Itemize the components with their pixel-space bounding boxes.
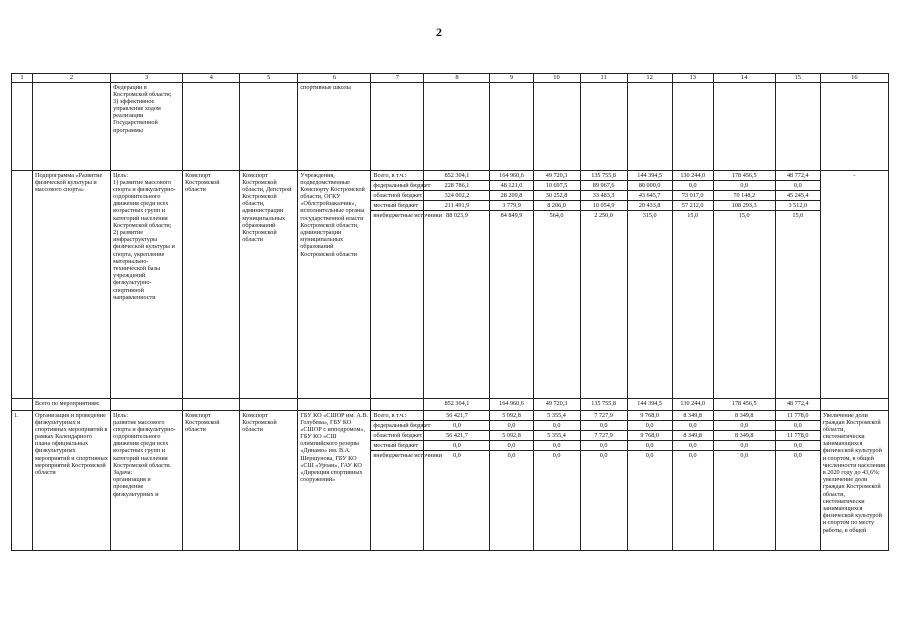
table-row-item: [12, 410, 889, 550]
funding-sources: [371, 410, 443, 550]
value: 130 244,0: [673, 171, 713, 181]
value: 0,0: [581, 421, 627, 431]
value: 0,0: [776, 421, 820, 431]
value: 15,0: [738, 212, 750, 220]
value: 178 456,5: [714, 171, 775, 181]
participants-cell: ГБУ КО «СШОР им. А.В. Голубева», ГБУ КО «СШОР с ипподромом», ГБУ КО «СШ олимпийского резерва «Динамо» им. В.А. Шершунова, ГБУ КО «СШ «Уроан», ГАУ КО «Дирекция спортивных сооружений»: [298, 410, 371, 550]
page-number: 2: [436, 25, 442, 39]
value: 73 017,0: [673, 191, 713, 201]
value: 80 000,0: [628, 181, 672, 191]
value: 144 394,5: [628, 171, 672, 181]
source-label: областной бюджет: [371, 191, 423, 201]
value: 0,0: [490, 421, 532, 431]
value: 0,0: [673, 441, 713, 451]
funding-column: [672, 410, 713, 550]
value: 10 054,9: [581, 201, 627, 211]
value: 0,0: [424, 421, 489, 431]
value: 0,0: [507, 452, 516, 460]
funding-column: [627, 170, 672, 398]
value: 0,0: [599, 452, 608, 460]
goal-cell: Федерации в Костромской области; 3) эффективное управление ходом реализации Государственной программы: [111, 82, 183, 170]
total-value: 48 772,4: [775, 398, 820, 410]
value: 5 092,8: [490, 411, 532, 421]
column-number: 10: [533, 74, 580, 83]
column-number: 16: [820, 74, 888, 83]
value: 8 349,8: [673, 411, 713, 421]
subprogram-name: Подпрограмма «Развитие физической культуры и массового спорта»: [33, 170, 111, 398]
value: 28 209,8: [490, 191, 532, 201]
value: 324 002,2: [424, 191, 489, 201]
value: 0,0: [673, 181, 713, 191]
value: 45 245,4: [776, 191, 820, 201]
value: 3 512,0: [776, 201, 820, 211]
value: 0,0: [534, 441, 580, 451]
value: 56 421,7: [424, 411, 489, 421]
value: 0,0: [645, 452, 654, 460]
funding-column: [580, 410, 627, 550]
value: 0,0: [688, 452, 697, 460]
funding-column: [533, 410, 580, 550]
funding-column: [580, 170, 627, 398]
value: 56 421,7: [424, 431, 489, 441]
column-number: 8: [424, 74, 490, 83]
value: 0,0: [628, 441, 672, 451]
value: 852 304,1: [424, 171, 489, 181]
value: 0,0: [453, 452, 461, 460]
column-number: 15: [775, 74, 820, 83]
value: 8 349,8: [714, 431, 775, 441]
funding-column: [713, 410, 775, 550]
value: 0,0: [776, 441, 820, 451]
coordinator-cell: Комспорт Костромской области: [183, 410, 240, 550]
value: 5 092,8: [490, 431, 532, 441]
value: 15,0: [687, 212, 699, 220]
value: 8 349,8: [673, 431, 713, 441]
value: 135 755,8: [581, 171, 627, 181]
value: 3 779,9: [490, 201, 532, 211]
value: 108 293,3: [714, 201, 775, 211]
goal-cell: Цель: 1) развитие массового спорта и физкультурно-оздоровительного движения среди всех возрастных групп и категорий населения Костромской области; 2) развитие инфраструктуры физической культуры и спорта, укрепление материально-технической базы учреждений физкультурно-спортивной направленности: [111, 170, 183, 398]
value: 0,0: [628, 421, 672, 431]
goal-cell: Цель: развитие массового спорта и физкультурно-оздоровительного движения среди всех возрастных групп и категорий населения Костромской области. Задача: организация и проведение физкультурных и: [111, 410, 183, 550]
value: 0,0: [793, 452, 802, 460]
table-row-total: [12, 398, 889, 410]
value: 43 645,7: [628, 191, 672, 201]
table-row-subprogram: [12, 170, 889, 398]
total-value: 164 960,6: [490, 398, 533, 410]
value: 33 483,3: [581, 191, 627, 201]
column-number: 6: [298, 74, 371, 83]
funding-column: [627, 410, 672, 550]
total-value: 852 304,1: [424, 398, 490, 410]
value: 11 778,0: [776, 411, 820, 421]
column-number: 7: [371, 74, 424, 83]
value: 564,0: [549, 212, 564, 220]
result-cell: Увеличение доли граждан Костромской области, систематически занимающихся физической культурой и спортом, в общей численности населения в 2020 году до 43,6%; увеличение доли граждан Костромской области, систематически занимающихся физической культурой и спортом по месту работы, в общей: [820, 410, 888, 550]
value: 0,0: [490, 441, 532, 451]
value: 315,0: [642, 212, 657, 220]
value: 0,0: [673, 421, 713, 431]
item-number: 1.: [12, 410, 33, 550]
value: 48 772,4: [776, 171, 820, 181]
value: 9 768,0: [628, 431, 672, 441]
source-label: Всего, в т.ч.:: [371, 411, 423, 421]
total-label: Всего по мероприятиям:: [33, 398, 111, 410]
value: 0,0: [714, 441, 775, 451]
funding-column: [533, 170, 580, 398]
source-label: областной бюджет: [371, 431, 423, 441]
executor-cell: Комспорт Костромской области: [240, 410, 298, 550]
source-label: федеральный бюджет: [371, 421, 423, 431]
column-number: 14: [713, 74, 775, 83]
source-label: внебюджетные источники: [373, 212, 443, 220]
total-value: 130 244,0: [672, 398, 713, 410]
column-number: 5: [240, 74, 298, 83]
value: 30 252,8: [534, 191, 580, 201]
value: 5 355,4: [534, 431, 580, 441]
funding-column: [490, 170, 533, 398]
value: 48 121,0: [490, 181, 532, 191]
value: 2 250,0: [594, 212, 613, 220]
table-row-continuation: [12, 82, 889, 170]
value: 0,0: [581, 441, 627, 451]
column-number: 1: [12, 74, 33, 83]
column-number-row: [12, 74, 889, 83]
value: 88 023,9: [446, 212, 468, 220]
value: 0,0: [740, 452, 749, 460]
total-value: 135 755,8: [580, 398, 627, 410]
source-label: федеральный бюджет: [371, 181, 423, 191]
item-name: Организация и проведение физкультурных и спортивных мероприятий в рамках Календарного плана официальных физкультурных мероприятий и спортивных мероприятий Костромской области: [33, 410, 111, 550]
funding-column: [775, 170, 820, 398]
value: 70 148,2: [714, 191, 775, 201]
column-number: 2: [33, 74, 111, 83]
value: 9 768,0: [628, 411, 672, 421]
value: 89 967,6: [581, 181, 627, 191]
source-label: местный бюджет: [371, 441, 423, 451]
value: 0,0: [776, 181, 820, 191]
value: 8 206,0: [534, 201, 580, 211]
participants-cell: Учреждения, подведомственные Комспорту Костромской области, ОГКУ «Облстройзаказчик», исполнительные органы государственной власти Костромской области, администрации муниципальных образований Костромской области: [298, 170, 371, 398]
result-cell: -: [820, 170, 888, 398]
column-number: 13: [672, 74, 713, 83]
total-value: 178 456,5: [713, 398, 775, 410]
total-value: 144 394,5: [627, 398, 672, 410]
value: 15,0: [792, 212, 804, 220]
funding-column: [775, 410, 820, 550]
value: 228 786,1: [424, 181, 489, 191]
value: 49 720,3: [534, 171, 580, 181]
funding-column: [713, 170, 775, 398]
participants-cell: спортивные школы: [298, 82, 371, 170]
total-value: 49 720,3: [533, 398, 580, 410]
value: 0,0: [552, 452, 561, 460]
executor-cell: Комспорт Костромской области, Депстрой Костромской области, администрации муниципальных образований Костромской области: [240, 170, 298, 398]
value: 7 727,9: [581, 411, 627, 421]
value: 84 849,9: [500, 212, 523, 220]
value: 11 778,0: [776, 431, 820, 441]
funding-column: [424, 170, 490, 398]
funding-sources: [371, 170, 443, 398]
source-label: Всего, в т.ч.:: [371, 171, 423, 181]
column-number: 12: [627, 74, 672, 83]
value: 8 349,8: [714, 411, 775, 421]
value: 211 491,9: [424, 201, 489, 211]
value: 0,0: [714, 181, 775, 191]
funding-column: [490, 410, 533, 550]
value: 0,0: [714, 421, 775, 431]
value: 57 212,0: [673, 201, 713, 211]
column-number: 3: [111, 74, 183, 83]
funding-column: [424, 410, 490, 550]
value: 0,0: [534, 421, 580, 431]
value: 10 697,5: [534, 181, 580, 191]
program-table: [11, 73, 889, 551]
coordinator-cell: Комспорт Костромской области: [183, 170, 240, 398]
value: 5 355,4: [534, 411, 580, 421]
column-number: 9: [490, 74, 533, 83]
value: 0,0: [424, 441, 489, 451]
column-number: 4: [183, 74, 240, 83]
value: 7 727,9: [581, 431, 627, 441]
value: 20 433,8: [628, 201, 672, 211]
funding-column: [672, 170, 713, 398]
column-number: 11: [580, 74, 627, 83]
source-label: внебюджетные источники: [373, 452, 443, 460]
value: 164 960,6: [490, 171, 532, 181]
source-label: местный бюджет: [371, 201, 423, 211]
